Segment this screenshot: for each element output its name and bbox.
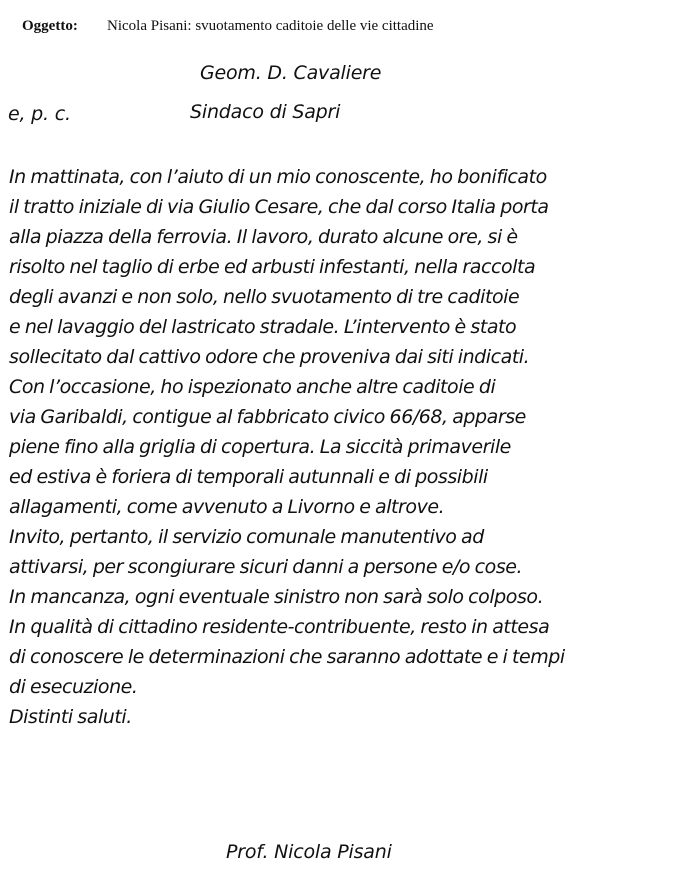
body-line: piene fino alla griglia di copertura. La siccità primaverile (9, 436, 511, 458)
body-line: Invito, pertanto, il servizio comunale manutentivo ad (9, 526, 484, 548)
subject-header (22, 18, 434, 35)
body-line: attivarsi, per scongiurare sicuri danni a persone e/o cose. (9, 556, 523, 578)
closing-salutation: Distinti saluti. (9, 706, 132, 728)
body-line: sollecitato dal cattivo odore che proveniva dai siti indicati. (9, 346, 530, 368)
body-line: alla piazza della ferrovia. Il lavoro, durato alcune ore, si è (9, 226, 518, 248)
body-line: In mancanza, ogni eventuale sinistro non sarà solo colposo. (9, 586, 544, 608)
body-line: ed estiva è foriera di temporali autunnali e di possibili (9, 466, 488, 488)
body-line: allagamenti, come avvenuto a Livorno e altrove. (9, 496, 445, 518)
body-line: via Garibaldi, contigue al fabbricato civico 66/68, apparse (9, 406, 526, 428)
body-line: di conoscere le determinazioni che saranno adottate e i tempi (9, 646, 565, 668)
body-line: In qualità di cittadino residente-contribuente, resto in attesa (9, 616, 550, 638)
letter-body (9, 162, 565, 732)
body-line: risolto nel taglio di erbe ed arbusti infestanti, nella raccolta (9, 256, 536, 278)
subject-label: Oggetto: (22, 18, 78, 34)
body-line: di esecuzione. (9, 676, 138, 698)
subject-text: Nicola Pisani: svuotamento caditoie delle vie cittadine (107, 18, 434, 34)
signature: Prof. Nicola Pisani (226, 841, 392, 863)
body-line: e nel lavaggio del lastricato stradale. L’intervento è stato (9, 316, 517, 338)
cc-label: e, p. c. (8, 103, 71, 125)
recipient-secondary: Sindaco di Sapri (190, 101, 341, 123)
recipient-primary: Geom. D. Cavaliere (200, 62, 382, 84)
body-line: degli avanzi e non solo, nello svuotamento di tre caditoie (9, 286, 520, 308)
body-line: In mattinata, con l’aiuto di un mio conoscente, ho bonificato (9, 166, 547, 188)
body-line: Con l’occasione, ho ispezionato anche altre caditoie di (9, 376, 496, 398)
body-line: il tratto iniziale di via Giulio Cesare, che dal corso Italia porta (9, 196, 549, 218)
